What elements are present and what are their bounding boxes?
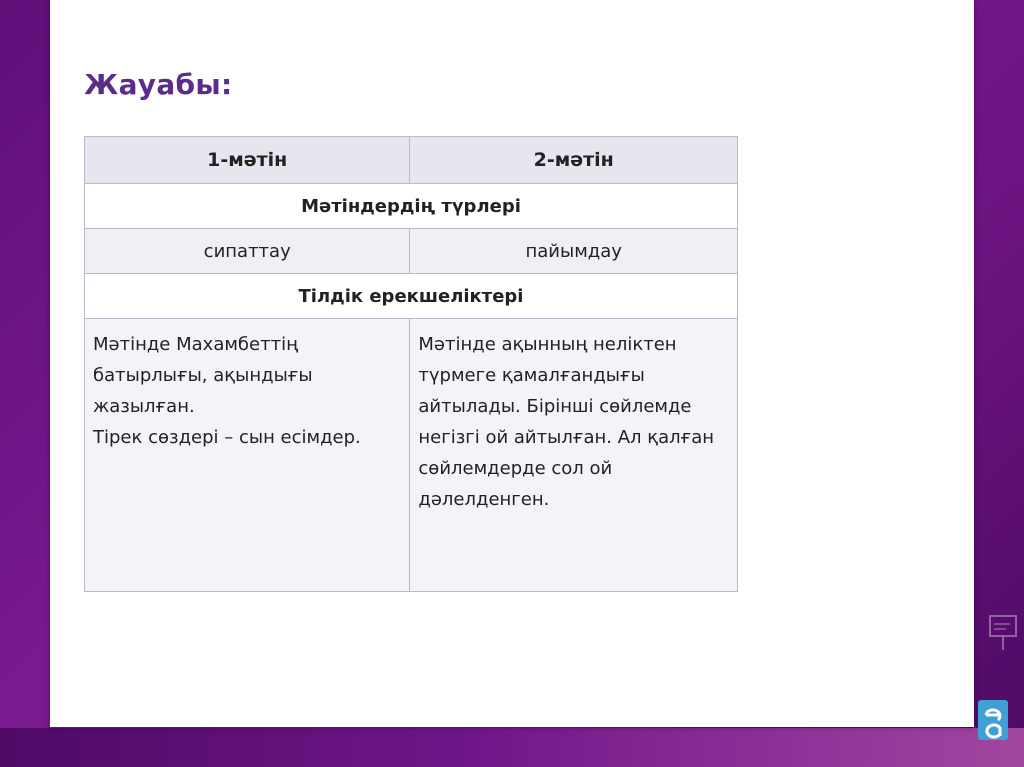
desc-line: Мәтінде Махамбеттің [93, 334, 298, 355]
desc-line: айтылады. Бірінші сөйлемде [418, 396, 692, 417]
background-band [0, 728, 1024, 767]
types-row [85, 229, 738, 274]
answer-table [84, 136, 738, 592]
description-text-1 [85, 319, 410, 592]
chalkboard-icon [986, 610, 1020, 670]
desc-line: Мәтінде ақынның неліктен [418, 334, 677, 355]
desc-line: негізгі ой айтылған. Ал қалған [418, 427, 715, 448]
type-text-1: сипаттау [85, 229, 410, 274]
section-features-label: Тілдік ерекшеліктері [85, 274, 738, 319]
slide-title: Жауабы: [84, 68, 233, 101]
type-text-2: пайымдау [410, 229, 738, 274]
desc-line: жазылған. [93, 396, 195, 417]
header-row [85, 137, 738, 184]
desc-line: батырлығы, ақындығы [93, 365, 313, 386]
section-row-features [85, 274, 738, 319]
desc-line: дәлелденген. [418, 489, 550, 510]
desc-line: сөйлемдерде сол ой [418, 458, 613, 479]
ea-logo-icon [976, 698, 1010, 742]
description-row [85, 319, 738, 592]
header-text-2: 2-мәтін [410, 137, 738, 184]
desc-line: Тірек сөздері – сын есімдер. [93, 427, 361, 448]
header-text-1: 1-мәтін [85, 137, 410, 184]
desc-line: түрмеге қамалғандығы [418, 365, 645, 386]
section-row-types [85, 184, 738, 229]
section-types-label: Мәтіндердің түрлері [85, 184, 738, 229]
description-text-2 [410, 319, 738, 592]
